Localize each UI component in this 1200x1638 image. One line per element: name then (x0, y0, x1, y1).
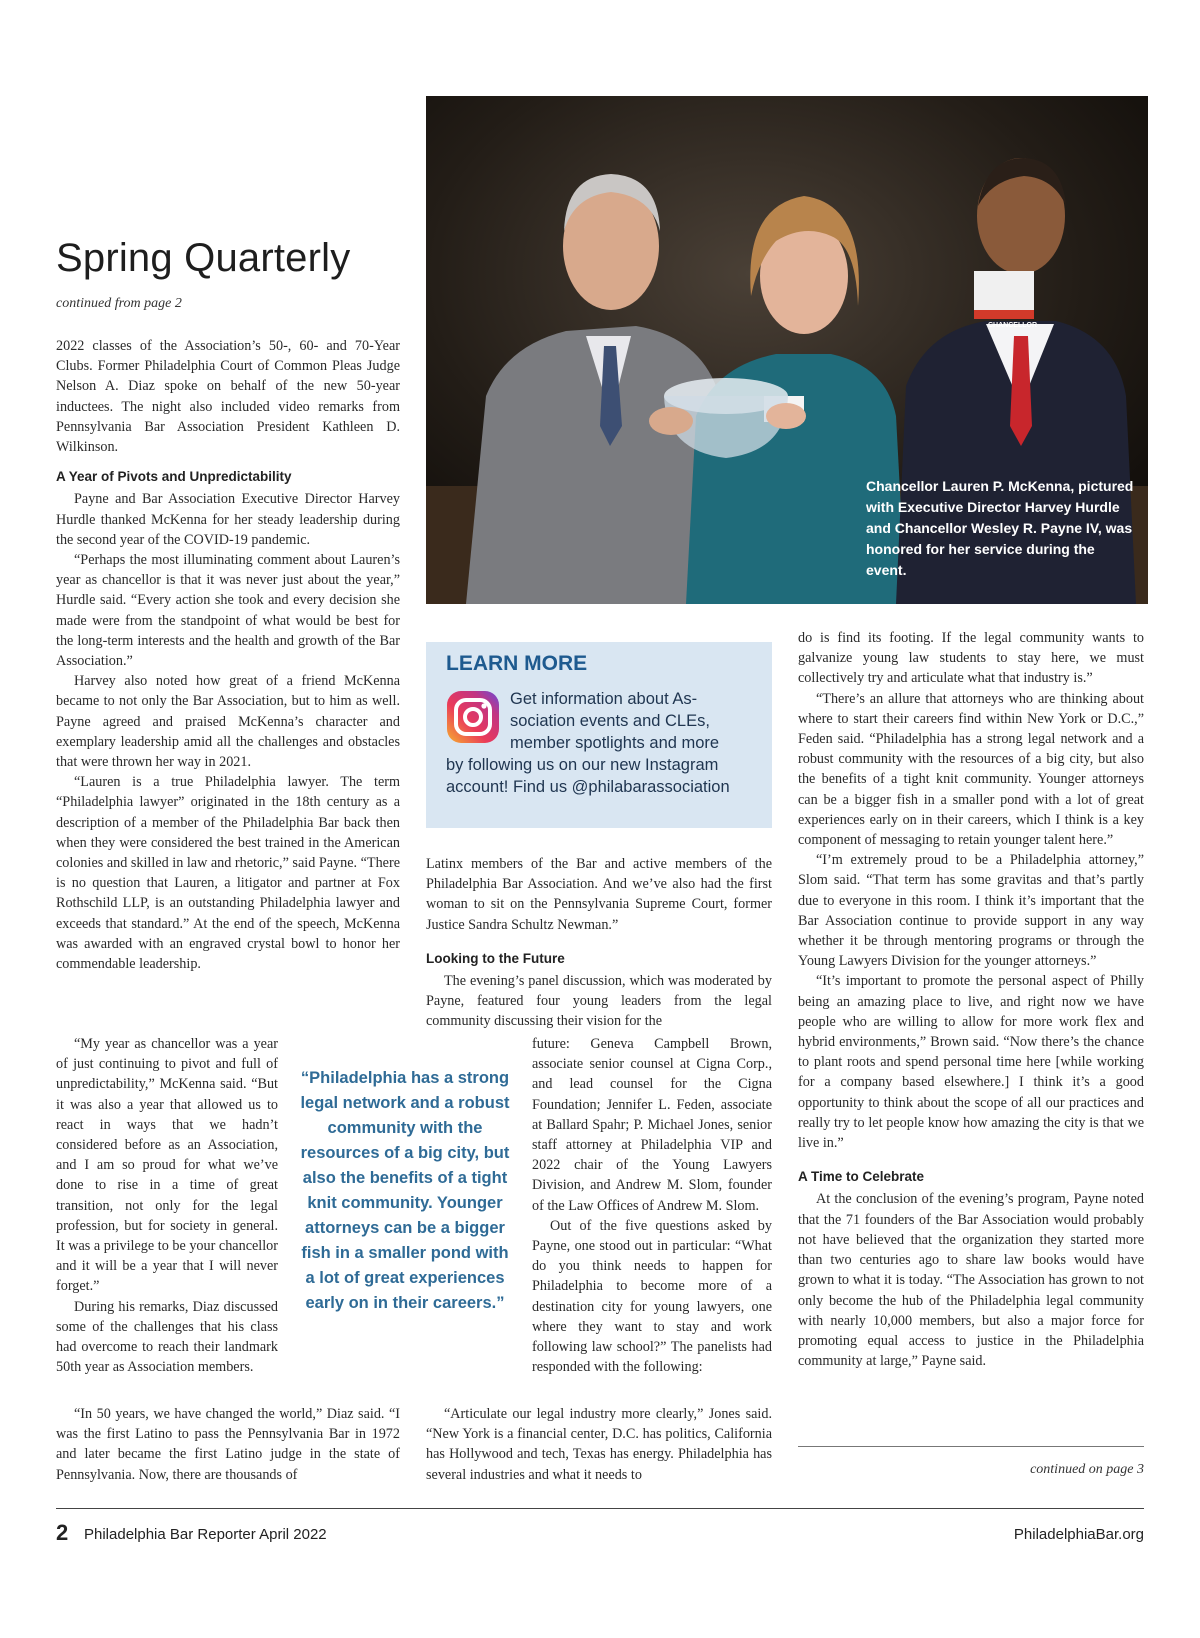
column-2-narrow (532, 1034, 772, 1377)
continued-from-note: continued from page 2 (56, 296, 182, 311)
name-badge-text: CHANCELLOR (988, 322, 1037, 329)
page-number: 2 (56, 1520, 69, 1545)
learn-more-line-5: account! Find us @philabarassociation (446, 778, 730, 796)
column-1-top (56, 336, 400, 974)
section-heading-pivots: A Year of Pivots and Unpredictability (56, 469, 292, 485)
section-heading-celebrate: A Time to Celebrate (798, 1169, 925, 1185)
footer-rule (56, 1508, 1144, 1509)
paragraph: Harvey also noted how great of a friend McKenna became to not only the Bar Association, but to him as well. Payne agreed and praised McKenna’s character and exemplary leadership amid all the challenges and obstacles that were thrown her way in 2021. (56, 673, 400, 771)
website-link[interactable]: PhiladelphiaBar.org (1013, 1526, 1144, 1543)
learn-more-title: LEARN MORE (446, 652, 588, 675)
publication-name: Philadelphia Bar Reporter April 2022 (84, 1526, 327, 1543)
paragraph: “I’m extremely proud to be a Philadelphia attorney,” Slom said. “That term has some gravitas and that’s partly due to everyone in this room. I think it’s important that the Bar Association continue to provide support in any way whether it be through mentoring programs or through the Young Lawyers Division for the younger attorneys.” (798, 852, 1144, 970)
learn-more-box (426, 642, 772, 828)
learn-more-line-3: member spotlights and more (510, 734, 720, 752)
column-end-rule (798, 1446, 1144, 1447)
section-heading-future: Looking to the Future (426, 950, 565, 966)
paragraph: During his remarks, Diaz discussed some of the challenges that his class had overcome to reach their landmark 50th year as Association members. (56, 1298, 278, 1376)
column-1-narrow (56, 1034, 278, 1377)
paragraph: Out of the five questions asked by Payne, one stood out in particular: “What do you think needs to happen for Philadelphia to become more of a destination city for young lawyers, one where they want to stay and work following law school?” The panelists had responded with the following: (532, 1217, 772, 1376)
paragraph: Payne and Bar Association Executive Director Harvey Hurdle thanked McKenna for her steady leadership during the second year of the COVID-19 pandemic. (56, 491, 400, 548)
column-1-bottom (56, 1404, 400, 1485)
pull-quote: “Philadelphia has a strong legal network and a robust community with the resources of a big city, but also the benefits of a tight knit community. Younger attorneys can be a bigger fish in a smaller pond with a lot of great experiences early on in their careers.” (300, 1069, 510, 1312)
paragraph: “In 50 years, we have changed the world,” Diaz said. “I was the first Latino to pass the Pennsylvania Bar in 1972 and later became the first Latino judge in the state of Pennsylvania. Now, there are thousands of (56, 1406, 400, 1483)
paragraph: “My year as chancellor was a year of just continuing to pivot and full of unpredictability,” McKenna said. “But it was also a year that allowed us to react in ways that we hadn’t considered before as an Association, and I am so proud for what we’ve done to rise in a time of great transition, not only for the legal profession, but for society in general. It was a privilege to be your chancellor and it will be a year that I will never forget.” (56, 1036, 278, 1295)
column-2-top (426, 854, 772, 1032)
learn-more-line-2: sociation events and CLEs, (510, 712, 710, 730)
paragraph: do is find its footing. If the legal community wants to galvanize young law students to stay here, we must collectively try and articulate what that industry is.” (798, 630, 1144, 687)
paragraph: future: Geneva Campbell Brown, associate senior counsel at Cigna Corp., and lead counsel for the Cigna Foundation; Jennifer L. Feden, associate at Ballard Spahr; P. Michael Jones, senior staff attorney at Philadelphia VIP and 2022 chair of the Young Lawyers Division, and Andrew M. Slom, founder of the Law Offices of Andrew M. Slom. (532, 1036, 772, 1214)
intro-paragraph: 2022 classes of the Association’s 50-, 60- and 70-Year Clubs. Former Philadelphia Court of Common Pleas Judge Nelson A. Diaz spoke on behalf of the new 50-year inductees. The night also included video remarks from Pennsylvania Bar Association President Kathleen D. Wilkinson. (56, 338, 400, 456)
instagram-icon[interactable] (446, 690, 500, 744)
column-3 (798, 628, 1144, 1371)
page-title: Spring Quarterly (56, 236, 351, 280)
learn-more-line-1: Get information about As- (510, 690, 698, 708)
paragraph: At the conclusion of the evening’s program, Payne noted that the 71 founders of the Bar Association would probably not have believed that the organization they started more than two centuries ago to share law books would have grown to what it is today. “The Association has grown to not only become the hub of the Philadelphia legal community with nearly 10,000 members, but also a major force for promoting equal access to justice in the Philadelphia community at large,” Payne said. (798, 1191, 1144, 1370)
continued-on-note: continued on page 3 (1030, 1462, 1144, 1477)
paragraph: “Articulate our legal industry more clearly,” Jones said. “New York is a financial center, D.C. has politics, California has Hollywood and tech, Texas has energy. Philadelphia has several industries and what it needs to (426, 1406, 772, 1483)
paragraph: Latinx members of the Bar and active members of the Philadelphia Bar Association. And we’ve also had the first woman to sit on the Pennsylvania Supreme Court, former Justice Sandra Schultz Newman.” (426, 856, 772, 933)
paragraph: “Perhaps the most illuminating comment about Lauren’s year as chancellor is that it was never just about the year,” Hurdle said. “Every action she took and every decision she made were from the standpoint of what would be best for the long-term interests and the health and growth of the Bar Association.” (56, 552, 400, 670)
paragraph: “Lauren is a true Philadelphia lawyer. The term “Philadelphia lawyer” originated in the 18th century as a description of a member of the Philadelphia Bar back then when they were considered the best trained in the American colonies and skilled in law and rhetoric,” said Payne. “There is no question that Lauren, a litigator and partner at Fox Rothschild LLP, is an outstanding Philadelphia lawyer and exceeds that standard.” At the end of the speech, McKenna was awarded with an engraved crystal bowl to honor her commendable leadership. (56, 774, 400, 973)
paragraph: “There’s an allure that attorneys who are thinking about where to start their careers find within New York or D.C.,” Feden said. “Philadelphia has a strong legal network and a robust community with the resources of a big city, but also the benefits of a tight knit community. Younger attorneys can be a bigger fish in a smaller pond with a lot of great experiences early on in their careers, which I think is a key component of messaging to retain younger talent here.” (798, 690, 1144, 849)
column-2-bottom (426, 1404, 772, 1485)
learn-more-line-4: by following us on our new Instagram (446, 756, 719, 774)
photo-caption: Chancellor Lauren P. McKenna, pictured with Executive Director Harvey Hurdle and Chancellor Wesley R. Payne IV, was honored for her service during the event. (866, 478, 1134, 578)
paragraph: The evening’s panel discussion, which was moderated by Payne, featured four young leaders from the legal community discussing their vision for the (426, 973, 772, 1030)
paragraph: “It’s important to promote the personal aspect of Philly being an amazing place to live, and right now we have people who are willing to allow for more work flex and hybrid environments,” Brown said. “Now there’s the chance to plant roots and spend personal time here [while working for a company based elsewhere.] I think it’s a good opportunity to think about the scope of all our practices and really try to let people know how amazing the city is that we live in.” (798, 973, 1144, 1152)
